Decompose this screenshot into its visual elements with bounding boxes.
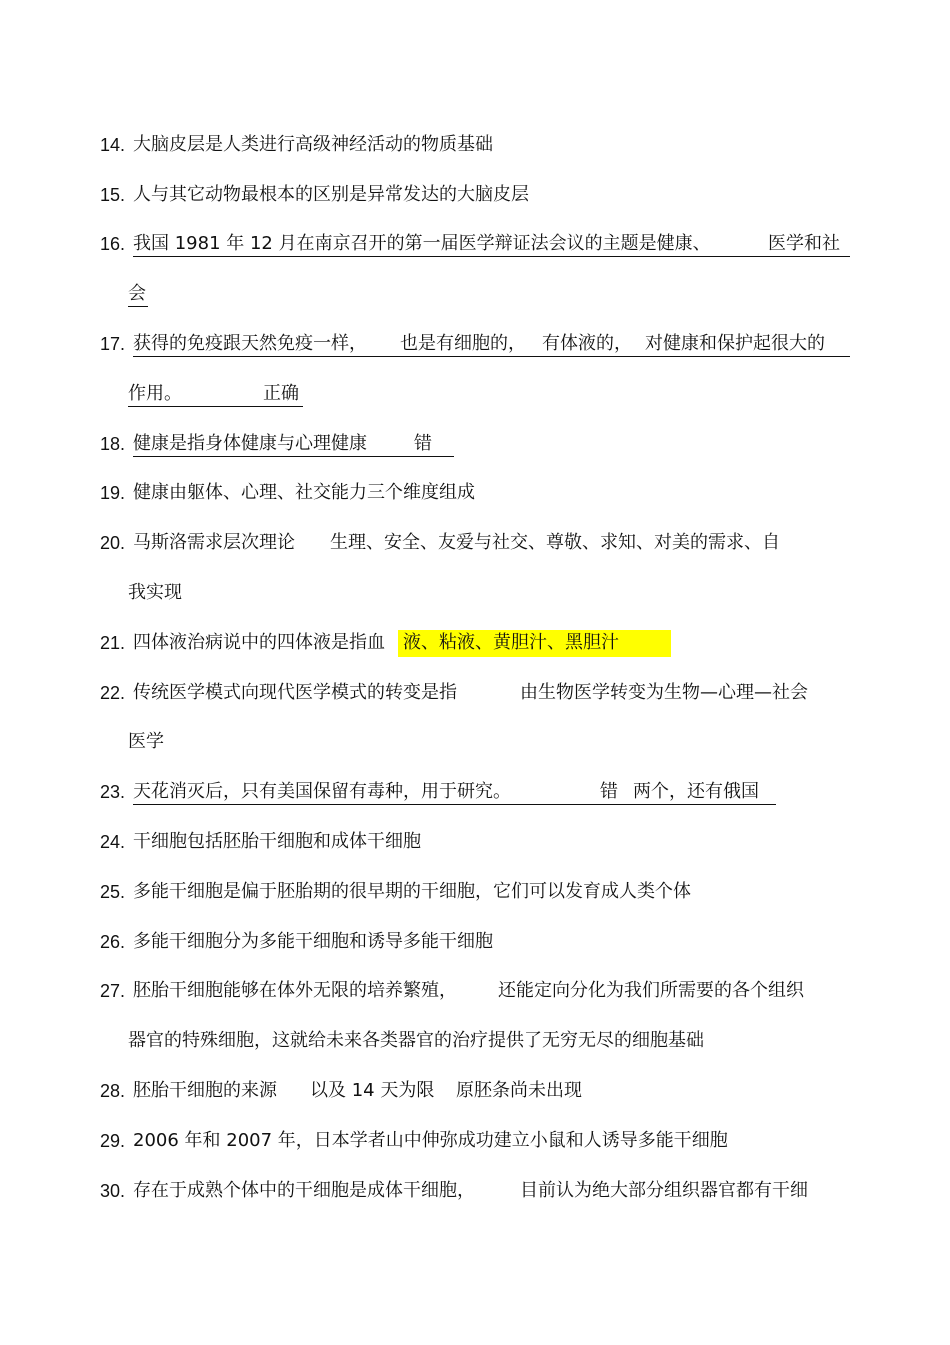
item-number: 27. [100, 981, 126, 1001]
item-text: 多能干细胞分为多能干细胞和诱导多能干细胞 [133, 931, 493, 952]
item-text: 以及 14 天为限 [310, 1080, 435, 1101]
underline [133, 804, 776, 805]
item-number: 28. [100, 1081, 126, 1101]
item-number: 26. [100, 932, 126, 952]
item-text: 胚胎干细胞的来源 [133, 1080, 277, 1101]
item-number: 20. [100, 533, 126, 553]
item-number: 18. [100, 434, 126, 454]
item-text: 马斯洛需求层次理论 [133, 532, 295, 553]
item-text: 原胚条尚未出现 [456, 1080, 582, 1101]
underline [133, 356, 850, 357]
item-text: 目前认为绝大部分组织器官都有干细 [520, 1180, 808, 1201]
underline [128, 306, 148, 307]
item-number: 19. [100, 483, 126, 503]
item-text-answer: 由生物医学转变为生物—心理—社会 [520, 682, 808, 703]
item-text: 多能干细胞是偏于胚胎期的很早期的干细胞，它们可以发育成人类个体 [133, 881, 691, 902]
item-number: 29. [100, 1131, 126, 1151]
underline [133, 256, 850, 257]
item-text: 干细胞包括胚胎干细胞和成体干细胞 [133, 831, 421, 852]
item-number: 17. [100, 334, 126, 354]
item-text: 还能定向分化为我们所需要的各个组织 [498, 980, 804, 1001]
underline [128, 406, 303, 407]
item-number: 14. [100, 135, 126, 155]
answer-text: 错 [414, 433, 432, 454]
item-text: 传统医学模式向现代医学模式的转变是指 [133, 682, 457, 703]
item-text-wrap: 医学 [128, 731, 164, 752]
item-text-continued: 医学和社 [768, 233, 840, 254]
item-text-wrap: 器官的特殊细胞，这就给未来各类器官的治疗提供了无穷无尽的细胞基础 [128, 1030, 704, 1051]
answer-note: 两个，还有俄国 [633, 781, 759, 802]
item-number: 23. [100, 782, 126, 802]
item-text-wrap: 我实现 [128, 582, 182, 603]
item-text: 也是有细胞的， [400, 333, 526, 354]
item-number: 21. [100, 633, 126, 653]
answer-text: 正确 [263, 383, 299, 404]
item-text: 天花消灭后，只有美国保留有毒种，用于研究。 [133, 781, 511, 802]
item-number: 15. [100, 185, 126, 205]
item-text: 我国 1981 年 12 月在南京召开的第一届医学辩证法会议的主题是健康、 [133, 233, 711, 254]
item-text-answer: 生理、安全、友爱与社交、尊敬、求知、对美的需求、自 [330, 532, 780, 553]
item-text: 对健康和保护起很大的 [645, 333, 825, 354]
item-text: 健康是指身体健康与心理健康 [133, 433, 367, 454]
item-number: 25. [100, 882, 126, 902]
item-text: 存在于成熟个体中的干细胞是成体干细胞， [133, 1180, 475, 1201]
answer-text: 错 [600, 781, 618, 802]
item-text-wrap: 作用。 [128, 383, 182, 404]
item-text: 获得的免疫跟天然免疫一样， [133, 333, 367, 354]
item-number: 22. [100, 683, 126, 703]
item-number: 30. [100, 1181, 126, 1201]
item-text: 大脑皮层是人类进行高级神经活动的物质基础 [133, 134, 493, 155]
item-text-wrap: 会 [128, 283, 146, 304]
item-text: 有体液的， [542, 333, 632, 354]
item-text: 健康由躯体、心理、社交能力三个维度组成 [133, 482, 475, 503]
item-text: 四体液治病说中的四体液是指血 [133, 632, 385, 653]
item-text: 人与其它动物最根本的区别是异常发达的大脑皮层 [133, 184, 529, 205]
item-number: 16. [100, 234, 126, 254]
underline [133, 456, 454, 457]
item-text: 胚胎干细胞能够在体外无限的培养繁殖， [133, 980, 457, 1001]
item-text: 2006 年和 2007 年，日本学者山中伸弥成功建立小鼠和人诱导多能干细胞 [133, 1130, 728, 1151]
highlighted-text: 液、粘液、黄胆汁、黑胆汁 [403, 632, 619, 653]
item-number: 24. [100, 832, 126, 852]
